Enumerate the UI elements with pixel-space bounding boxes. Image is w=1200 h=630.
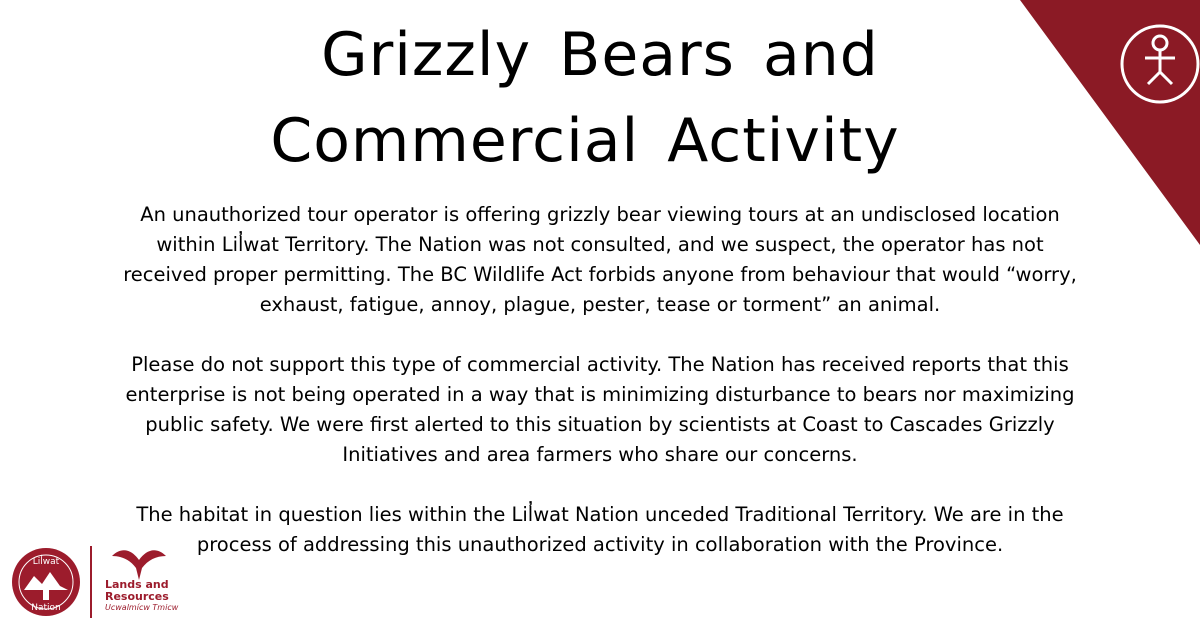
title-line-1: Grizzly Bears and: [321, 20, 879, 90]
department-subtitle: Ucwalmícw Tmicw: [105, 603, 179, 612]
logo-divider: [90, 546, 92, 618]
paragraph-3: The habitat in question lies within the Lil̓wat Nation unceded Traditional Territory. We are in the process of addressing this unauthorized activity in collaboration with the Province.: [136, 503, 1064, 556]
paragraph-2: Please do not support this type of commercial activity. The Nation has received reports that this enterprise is not being operated in a way that is minimizing disturbance to bears nor maximizing public safety. We were first alerted to this situation by scientists at Coast to Cascades Grizzly Initiatives and area farmers who share our concerns.: [125, 353, 1075, 466]
logo-bar: [10, 546, 190, 622]
department-line-1: Lands and: [105, 578, 169, 591]
seal-bottom-text: Nation: [31, 603, 61, 613]
bird-icon: [110, 546, 168, 582]
seal-top-text: Lil̓wat: [32, 557, 60, 567]
page-title: [0, 12, 1200, 184]
department-line-2: Resources: [105, 590, 169, 603]
announcement-body: [120, 200, 1080, 590]
paragraph-1: An unauthorized tour operator is offering grizzly bear viewing tours at an undisclosed location within Lil̓wat Territory. The Nation was not consulted, and we suspect, the operator has not received proper permitting. The BC Wildlife Act forbids anyone from behaviour that would “worry, exhaust, fatigue, annoy, plague, pester, tease or torment” an animal.: [123, 203, 1077, 316]
nation-seal-icon: [10, 546, 82, 618]
title-line-2: Commercial Activity: [270, 106, 900, 176]
department-label: [105, 579, 195, 613]
